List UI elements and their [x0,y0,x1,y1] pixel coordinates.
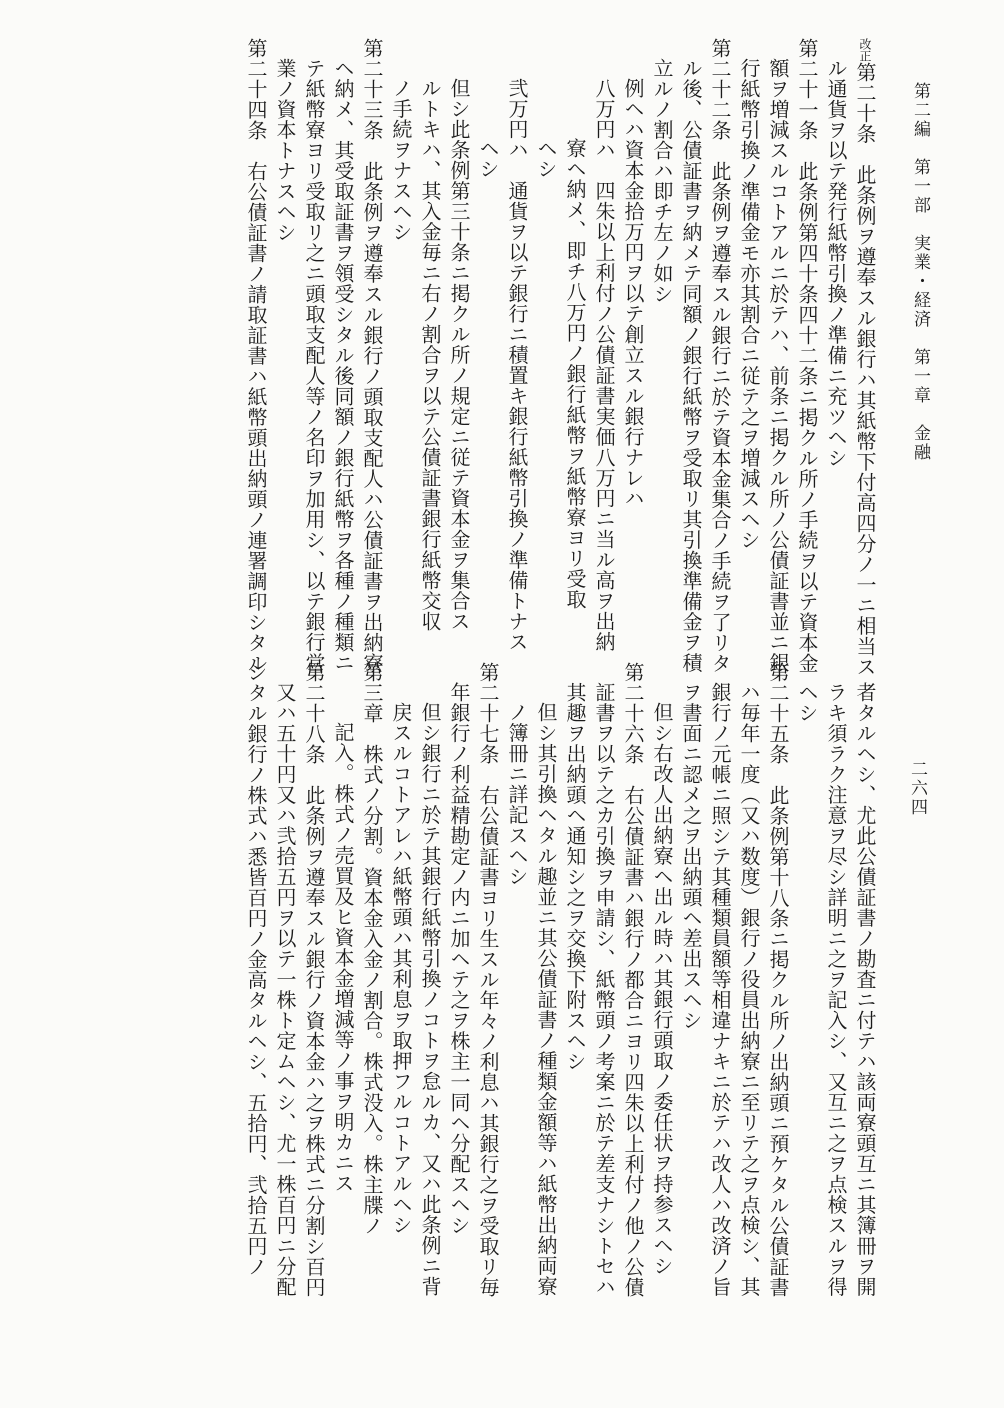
column-text: 者タルヘシ、尤此公債証書ノ勘査ニ付テハ該両寮頭互ニ其簿冊ヲ開 [853,682,877,1297]
column-text: 其趣ヲ出納頭ヘ通知シ之ヲ交換下附スヘシ [563,682,587,1072]
text-column [473,662,502,1302]
column-text: 寮ヘ納メ、即チ八万円ノ銀行紙幣ヲ紙幣寮ヨリ受取 [563,138,587,610]
text-column [473,38,502,642]
column-text: 行紙幣引換ノ準備金モ亦其割合ニ従テ之ヲ増減スヘシ [737,58,761,550]
text-column [357,662,386,1302]
text-column [589,38,618,652]
column-text: ラキ須ラク注意ヲ尽シ詳明ニ之ヲ記入シ、又互ニ之ヲ点検スルヲ得 [824,682,848,1297]
column-text: シタル銀行ノ株式ハ悉皆百円ノ金高タルヘシ、五拾円、弐拾五円ノ [244,662,268,1277]
column-text: 額ヲ増減スルコトアルニ於テハ、前条ニ掲クル所ノ公債証書並ニ銀 [766,58,790,673]
column-text: 第二十三条 此条例ヲ遵奉スル銀行ノ頭取支配人ハ公債証書ヲ出納寮 [360,38,384,674]
text-column [299,662,328,1302]
revision-note: 改正 [858,38,872,62]
text-column [415,662,444,1302]
running-header: 第二編 第一部 実業・経済 第一章 金融 [910,82,930,462]
text-column [850,38,879,677]
text-column [531,38,560,642]
text-column [705,38,734,674]
text-column [415,38,444,642]
text-column [270,662,299,1302]
column-text: ハ毎年一度（又ハ数度）銀行ノ役員出納寮ニ至リテ之ヲ点検シ、其 [737,682,761,1297]
column-text: 第二十条 此条例ヲ遵奉スル銀行ハ其紙幣下付高四分ノ一ニ相当ス [853,62,877,677]
text-column [328,38,357,673]
text-column [531,662,560,1302]
column-text: 第二十四条 右公債証書ノ請取証書ハ紙幣頭出納頭ノ連署調印シタル [244,38,268,674]
text-column [763,38,792,673]
column-text: ノ手続ヲナスヘシ [389,78,413,242]
column-text: 八万円ハ 四朱以上利付ノ公債証書実価八万円ニ当ル高ヲ出納 [592,78,616,652]
column-text: 第二十七条 右公債証書ヨリ生スル年々ノ利息ハ其銀行之ヲ受取リ毎 [476,662,500,1298]
text-column [386,662,415,1302]
text-column [734,662,763,1302]
text-column [357,38,386,674]
column-text: 例ヘハ資本金拾万円ヲ以テ創立スル銀行ナレハ [621,78,645,509]
column-text: 銀行ノ元帳ニ照シテ其種類員額等相違ナキニ於テハ改人ハ改済ノ旨 [708,682,732,1297]
column-text: ヘシ [476,138,500,179]
text-column [502,662,531,1302]
column-text: 業ノ資本トナスヘシ [273,58,297,243]
column-text: 但シ銀行ニ於テ其銀行紙幣引換ノコトヲ怠ルカ、又ハ此条例ニ背 [418,702,442,1297]
column-text: ヲ書面ニ認メ之ヲ出納頭ヘ差出スヘシ [679,682,703,1031]
column-text: 証書ヲ以テ之カ引換ヲ申請シ、紙幣頭ノ考案ニ於テ差支ナシトセハ [592,682,616,1297]
text-column [763,662,792,1302]
column-text: ルトキハ、其入金毎ニ右ノ割合ヲ以テ公債証書銀行紙幣交収 [418,78,442,632]
text-column [502,38,531,652]
text-column [647,662,676,1302]
text-column [328,662,357,1302]
column-text: ノ簿冊ニ詳記スヘシ [505,702,529,887]
page-number: 二六四 [907,760,927,817]
column-text: 記入。株式ノ売買及ヒ資本金増減等ノ事ヲ明カニス [331,722,355,1194]
column-text: 戻スルコトアレハ紙幣頭ハ其利息ヲ取押フルコトアルヘシ [389,702,413,1235]
column-text: ヘシ [795,682,819,723]
text-column [618,38,647,642]
text-column [560,38,589,642]
column-text: ル後、公債証書ヲ納メテ同額ノ銀行紙幣ヲ受取リ其引換準備金ヲ積 [679,58,703,673]
column-text: 但シ其引換ヘタル趣並ニ其公債証書ノ種類金額等ハ紙幣出納両寮 [534,702,558,1297]
text-column [618,662,647,1302]
column-text: 第二十一条 此条例第四十条四十二条ニ掲クル所ノ手続ヲ以テ資本金 [795,38,819,674]
text-column [270,38,299,642]
column-text: 又ハ五十円又ハ弐拾五円ヲ以テ一株ト定ムヘシ、尤一株百円ニ分配 [273,682,297,1297]
text-column [821,38,850,642]
text-column [386,38,415,642]
text-column [676,662,705,1302]
text-column [705,662,734,1302]
column-text: ル通貨ヲ以テ発行紙幣引換ノ準備ニ充ツヘシ [824,58,848,468]
column-text: 第二十六条 右公債証書ハ銀行ノ都合ニヨリ四朱以上利付ノ他ノ公債 [621,662,645,1298]
column-text: 第三章 株式ノ分割。資本金入金ノ割合。株式没入。株主牒ノ [360,662,384,1236]
text-column [792,38,821,674]
column-text: 但シ此条例第三十条ニ掲クル所ノ規定ニ従テ資本金ヲ集合ス [447,78,471,632]
text-column [444,662,473,1302]
text-column [821,662,850,1302]
lower-text-block [79,662,879,1302]
text-column [647,38,676,642]
text-column [792,662,821,1302]
upper-text-block [79,38,879,677]
column-text: 但シ右改人出納寮ヘ出ル時ハ其銀行頭取ノ委任状ヲ持参スヘシ [650,702,674,1276]
text-column [241,38,270,674]
text-column [444,38,473,642]
text-column [299,38,328,673]
column-text: 第二十八条 此条例ヲ遵奉スル銀行ノ資本金ハ之ヲ株式ニ分割シ百円 [302,662,326,1298]
column-text: 第二十二条 此条例ヲ遵奉スル銀行ニ於テ資本金集合ノ手続ヲ了リタ [708,38,732,674]
column-text: ヘ納メ、其受取証書ヲ領受シタル後同額ノ銀行紙幣ヲ各種ノ種類ニ [331,58,355,673]
column-text: 第二十五条 此条例第十八条ニ掲クル所ノ出納頭ニ預ケタル公債証書 [766,662,790,1298]
column-text: テ紙幣寮ヨリ受取リ之ニ頭取支配人等ノ名印ヲ加用シ、以テ銀行営 [302,58,326,673]
column-text: 立ルノ割合ハ即チ左ノ如シ [650,58,674,304]
text-column [589,662,618,1302]
column-text: 弐万円ハ 通貨ヲ以テ銀行ニ積置キ銀行紙幣引換ノ準備トナス [505,78,529,652]
text-column [850,662,879,1302]
text-column [241,662,270,1302]
column-text: 年銀行ノ利益精勘定ノ内ニ加ヘテ之ヲ株主一同ヘ分配スヘシ [447,682,471,1236]
text-column [560,662,589,1302]
text-column [676,38,705,673]
text-column [734,38,763,642]
column-text: ヘシ [534,138,558,179]
